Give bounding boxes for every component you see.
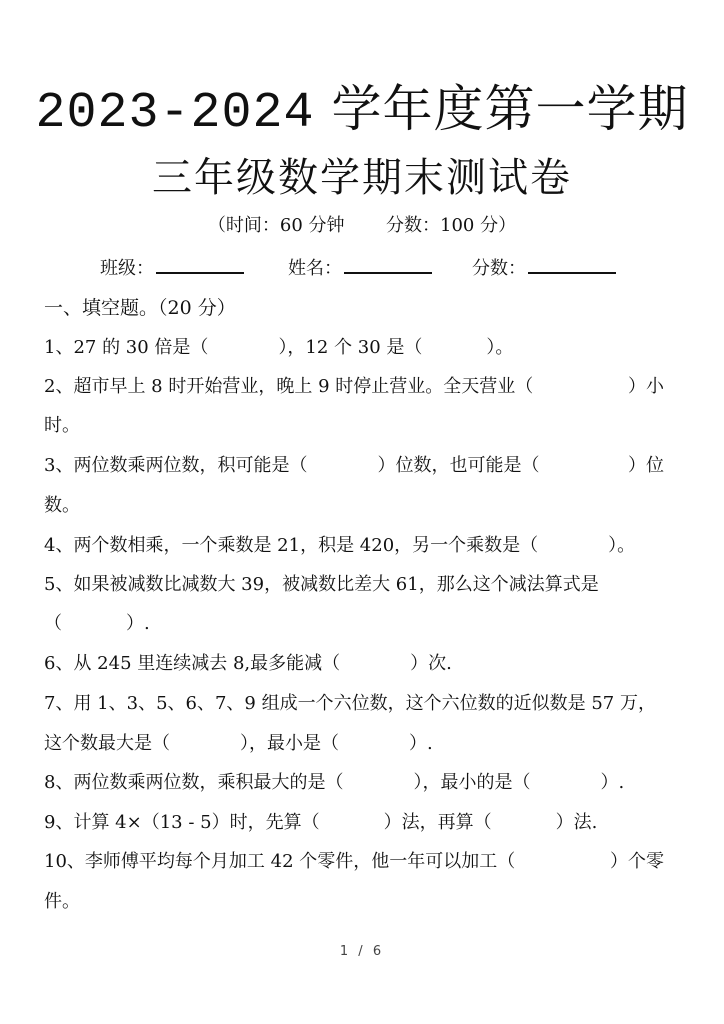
score-blank[interactable] — [528, 254, 616, 274]
question-text: 1、27 的 30 倍是（ — [44, 337, 209, 358]
question-text: （ — [44, 613, 62, 634]
question-text: 4、两个数相乘，一个乘数是 21，积是 420，另一个乘数是（ — [44, 535, 539, 556]
question-text: ）。 — [608, 535, 636, 556]
question-7-cont — [44, 730, 664, 758]
question-3 — [44, 452, 664, 480]
question-text: ）位 — [628, 455, 664, 476]
question-6 — [44, 650, 664, 678]
section-title: 一、填空题。（20 分） — [44, 297, 236, 319]
question-10 — [44, 848, 664, 876]
question-text: 3、两位数乘两位数，积可能是（ — [44, 455, 308, 476]
question-text: ），12 个 30 是（ — [278, 337, 423, 358]
question-text: ），最小是（ — [240, 733, 339, 754]
time-limit: （时间：60 分钟 — [207, 215, 345, 236]
total-score: 分数：100 分） — [386, 215, 517, 236]
question-2-cont: 时。 — [44, 415, 80, 436]
page-indicator: 1 / 6 — [339, 944, 385, 959]
question-text: ）. — [126, 613, 150, 634]
exam-subtitle: 三年级数学期末测试卷 — [152, 155, 572, 201]
question-10-cont: 件。 — [44, 891, 80, 912]
question-text: 6、从 245 里连续减去 8,最多能减（ — [44, 653, 341, 674]
question-3-cont: 数。 — [44, 495, 80, 516]
question-1 — [44, 334, 664, 362]
name-label: 姓名： — [288, 258, 342, 279]
score-label: 分数： — [472, 258, 526, 279]
question-7: 7、用 1、3、5、6、7、9 组成一个六位数，这个六位数的近似数是 57 万， — [44, 693, 656, 714]
exam-meta — [0, 212, 724, 240]
question-5-cont — [44, 610, 664, 638]
question-text: ），最小的是（ — [413, 772, 531, 793]
exam-title — [0, 78, 724, 145]
question-text: 这个数最大是（ — [44, 733, 170, 754]
question-text: ）次. — [410, 653, 452, 674]
question-4 — [44, 532, 664, 560]
title-term: 学年度第一学期 — [331, 80, 689, 138]
score-field — [472, 254, 616, 283]
question-text: 10、李师傅平均每个月加工 42 个零件，他一年可以加工（ — [44, 851, 516, 872]
student-info-fields — [0, 254, 724, 284]
title-year: 2023-2024 — [35, 85, 315, 142]
class-field — [100, 254, 244, 283]
name-field — [288, 254, 432, 283]
question-8 — [44, 769, 664, 797]
question-text: ）小 — [628, 376, 664, 397]
question-text: 2、超市早上 8 时开始营业，晚上 9 时停止营业。全天营业（ — [44, 376, 534, 397]
question-text: ）法. — [555, 812, 598, 833]
question-text: ）个零 — [610, 851, 664, 872]
question-text: ）. — [600, 772, 625, 793]
question-text: ）. — [409, 733, 433, 754]
class-label: 班级： — [100, 258, 154, 279]
question-5: 5、如果被减数比减数大 39，被减数比差大 61，那么这个减法算式是 — [44, 574, 599, 595]
question-2 — [44, 373, 664, 401]
question-text: 8、两位数乘两位数，乘积最大的是（ — [44, 772, 344, 793]
name-blank[interactable] — [344, 254, 432, 274]
class-blank[interactable] — [156, 254, 244, 274]
question-text: ）。 — [486, 337, 514, 358]
question-text: ）位数，也可能是（ — [377, 455, 540, 476]
question-text: 9、计算 4×（13 - 5）时，先算（ — [44, 812, 320, 833]
question-text: ）法，再算（ — [383, 812, 492, 833]
question-9 — [44, 809, 664, 837]
